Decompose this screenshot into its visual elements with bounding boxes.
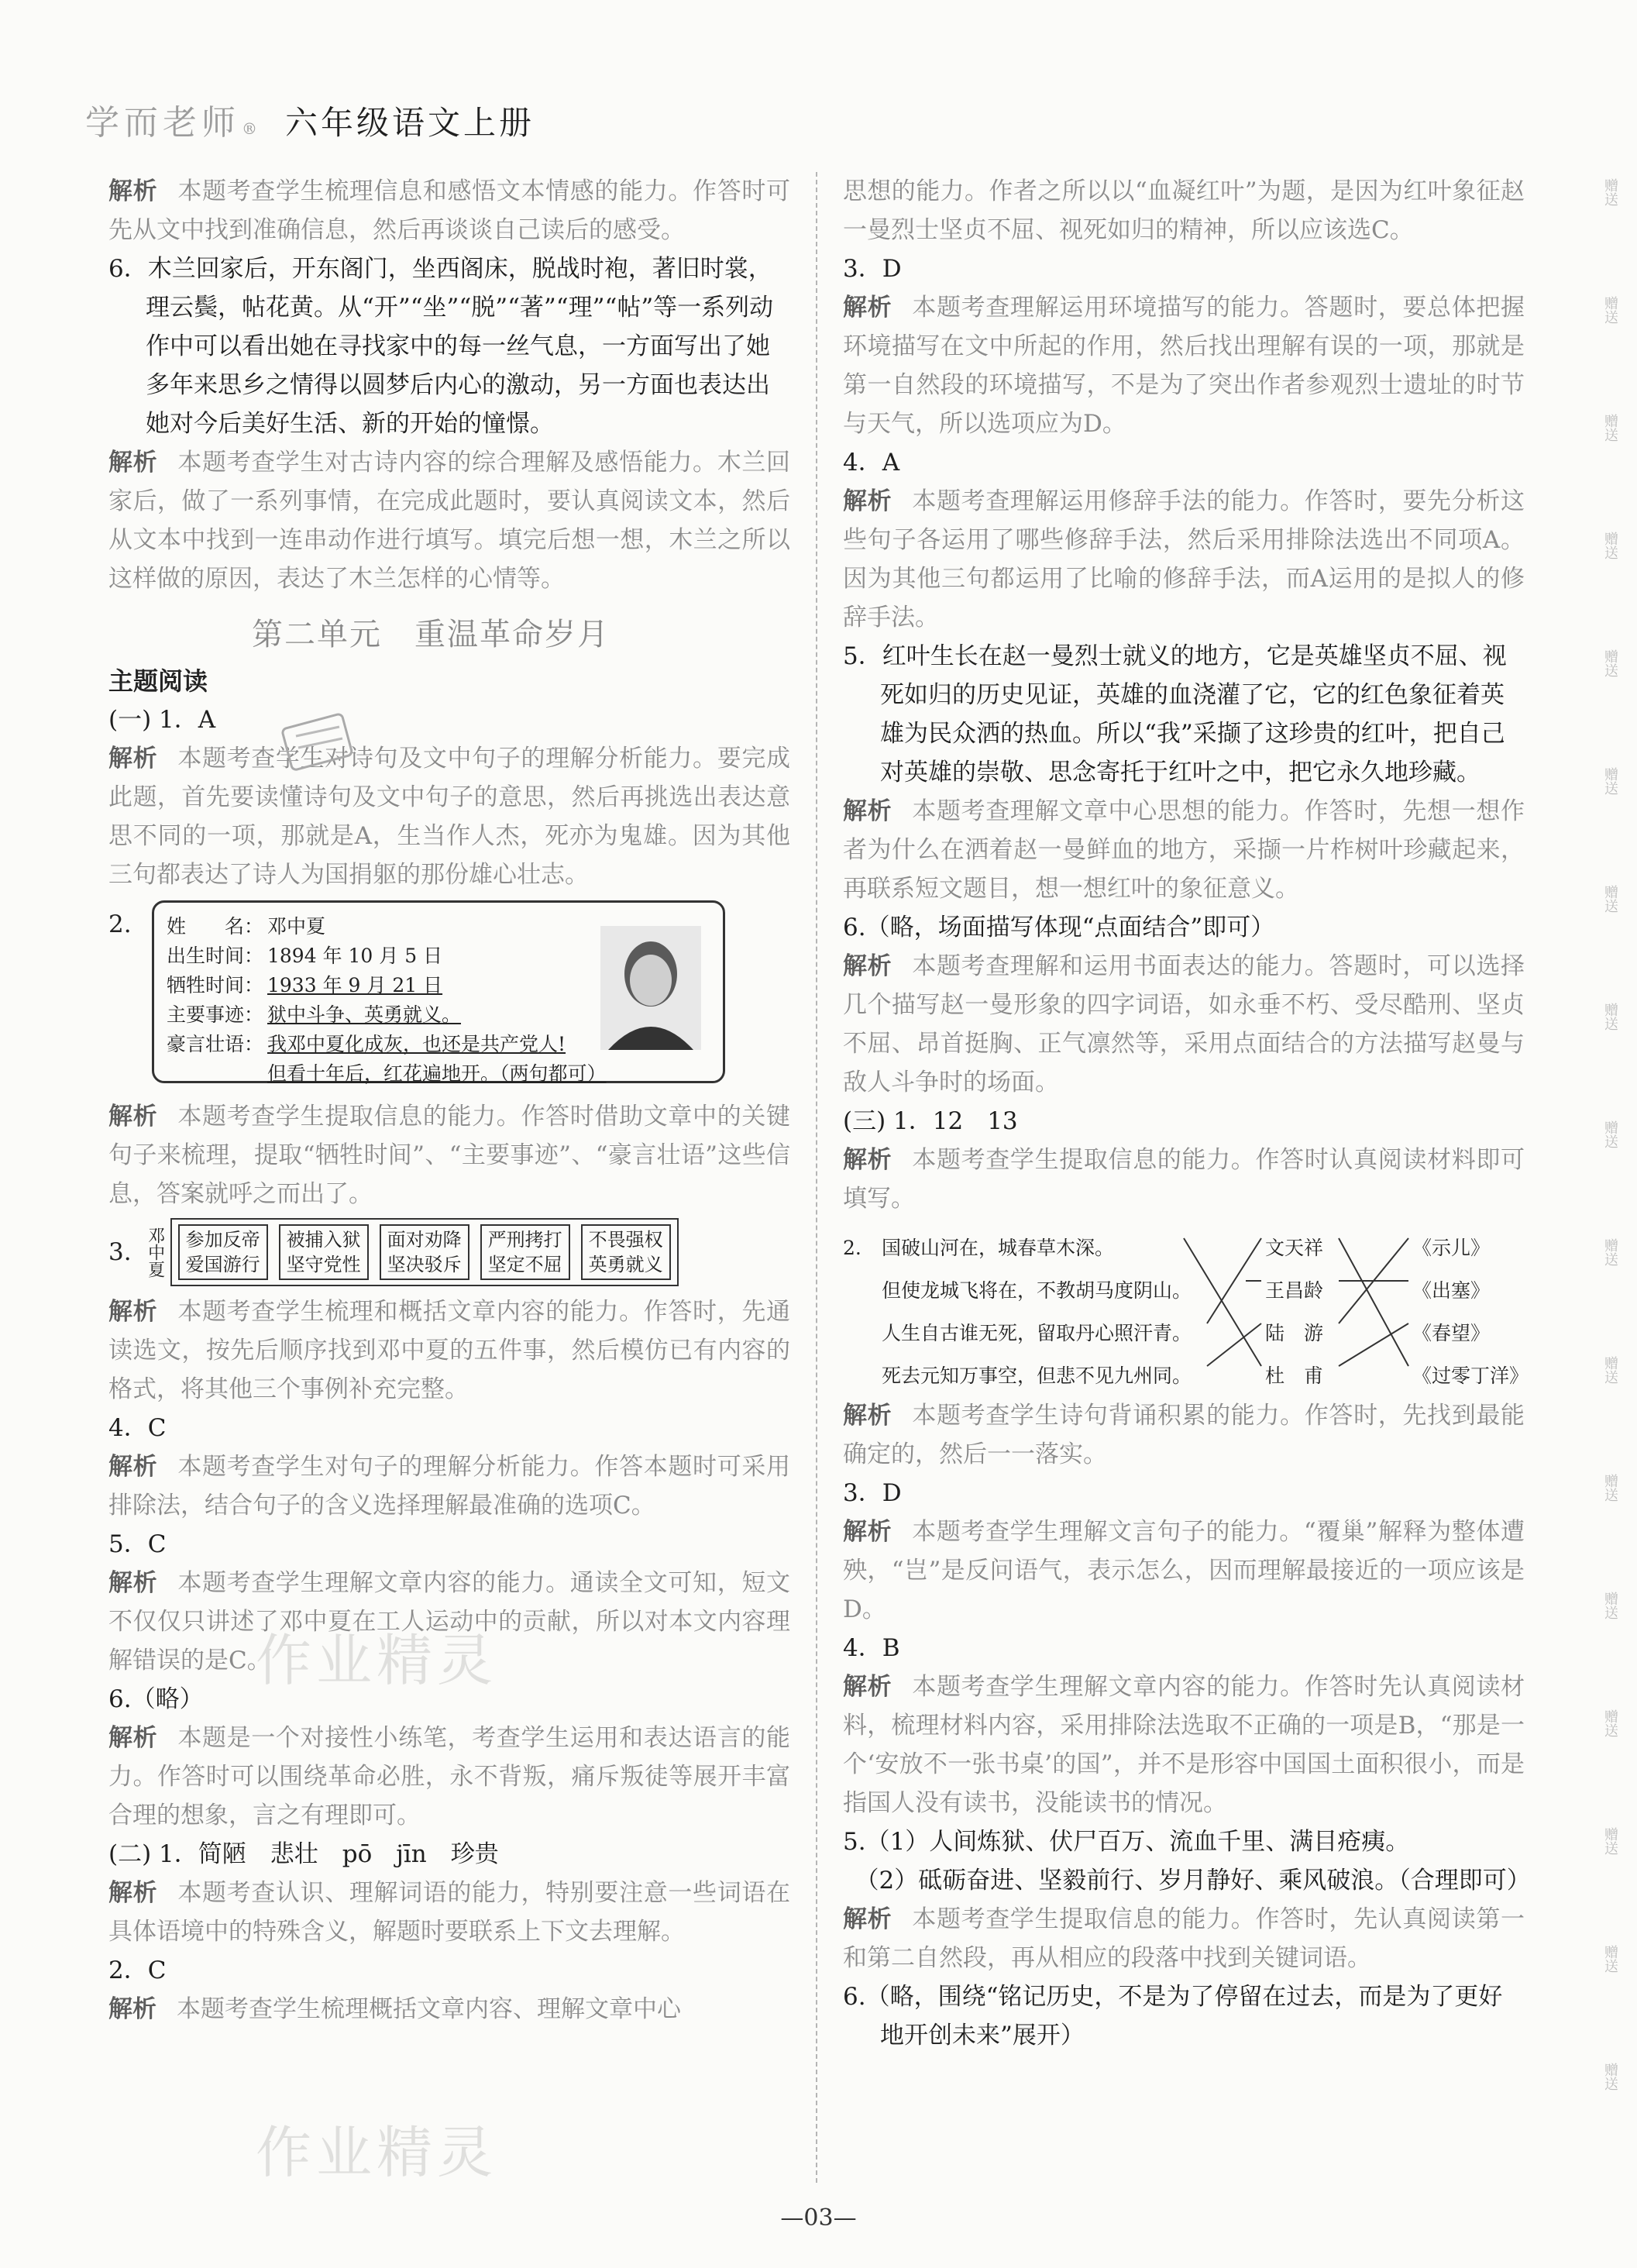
profile-card [152, 900, 725, 1083]
profile-key: 出生时间： [167, 945, 264, 967]
answer-line: 2．C [108, 1957, 167, 1984]
poem-line: 国破山河在，城春草木深。 [882, 1237, 1115, 1259]
profile-value: 狱中斗争、英勇就义。 [267, 1003, 462, 1026]
analysis-paragraph [843, 482, 1525, 637]
profile-value: 1933 年 9 月 21 日 [267, 974, 443, 996]
edge-label: 赠送 [1602, 178, 1618, 206]
page-header [85, 95, 535, 141]
analysis-text: 本题考查理解运用环境描写的能力。答题时，要总体把握环境描写在文中所起的作用，然后找出理解有误的一项，那就是第一自然段的环境描写，不是为了突出作者参观烈士遗址的时节与天气，所以选项应为D。 [843, 294, 1525, 438]
analysis-paragraph [843, 1513, 1525, 1629]
answer-line: 5．红叶生长在赵一曼烈士就义的地方，它是英雄坚贞不屈、视死如归的历史见证，英雄的血浇灌了它，它的红色象征着英雄为民众洒的热血。所以“我”采撷了这珍贵的红叶，把自己对英雄的崇敬、思念寄托于红叶之中，把它永久地珍藏。 [843, 642, 1507, 786]
edge-label: 赠送 [1602, 1474, 1618, 1502]
analysis-label: 解析 [843, 952, 892, 980]
poem-poet: 文天祥 [1265, 1237, 1324, 1259]
question-number: 2. [843, 1237, 861, 1259]
stamp-icon [279, 713, 364, 775]
question-number: 2. [108, 910, 132, 938]
analysis-paragraph [843, 1900, 1525, 1977]
event-box: 被捕入狱 坚守党性 [279, 1224, 369, 1280]
profile-row [167, 1059, 710, 1089]
poem-title: 《春望》 [1412, 1322, 1491, 1344]
analysis-text: 本题考查理解和运用书面表达的能力。答题时，可以选择几个描写赵一曼形象的四字词语，如永垂不朽、受尽酷刑、坚贞不屈、昂首挺胸、正气凛然等，采用点面结合的方法描写赵曼与敌人斗争时的场面。 [843, 952, 1525, 1096]
edge-label: 赠送 [1602, 1238, 1618, 1266]
answer-line: 5.（1）人间炼狱、伏尸百万、流血千里、满目疮痍。 [843, 1828, 1410, 1856]
analysis-text: 本题考查学生提取信息的能力。作答时，先认真阅读第一和第二自然段，再从相应的段落中找到关键词语。 [843, 1905, 1525, 1972]
poem-matching [843, 1221, 1529, 1392]
brand-logo: 学而老师 [85, 103, 240, 143]
profile-value: 我邓中夏化成灰，也还是共产党人! [267, 1033, 566, 1055]
section-title: 主题阅读 [108, 666, 208, 696]
edge-label: 赠送 [1602, 1709, 1618, 1737]
answer-line: 4．C [108, 1414, 167, 1442]
analysis-text: 本题考查学生诗句背诵积累的能力。作答时，先找到最能确定的，然后一一落实。 [843, 1402, 1525, 1468]
answer-line: （2）砥砺奋进、坚毅前行、岁月静好、乘风破浪。（合理即可） [843, 1867, 1531, 1895]
analysis-text: 思想的能力。作者之所以以“血凝红叶”为题，是因为红叶象征赵一曼烈士坚贞不屈、视死如归的精神，所以应该选C。 [843, 177, 1525, 244]
answer-line: 3．D [843, 255, 902, 283]
analysis-paragraph [108, 1719, 790, 1835]
analysis-label: 解析 [108, 1103, 158, 1131]
poem-title: 《出塞》 [1412, 1279, 1491, 1302]
analysis-text: 本题考查学生提取信息的能力。作答时认真阅读材料即可填写。 [843, 1146, 1525, 1213]
profile-value: 1894 年 10 月 5 日 [267, 945, 443, 967]
analysis-paragraph [843, 947, 1525, 1102]
analysis-paragraph [108, 443, 790, 598]
watermark-top: 作业精灵 [256, 1628, 498, 1693]
analysis-label: 解析 [843, 1905, 892, 1933]
analysis-paragraph [108, 1097, 790, 1213]
analysis-text: 本题考查学生对诗句及文中句子的理解分析能力。要完成此题，首先要读懂诗句及文中句子的意思，然后再挑选出表达意思不同的一项，那就是A，生当作人杰，死亦为鬼雄。因为其他三句都表达了诗人为国捐躯的那份雄心壮志。 [108, 745, 791, 889]
edge-label: 赠送 [1602, 1003, 1618, 1031]
edge-strip [1597, 178, 1620, 2193]
event-box: 面对劝降 坚决驳斥 [380, 1224, 469, 1280]
profile-key: 姓 名： [167, 915, 264, 938]
analysis-text: 本题考查理解文章中心思想的能力。作答时，先想一想作者为什么在洒着赵一曼鲜血的地方，采撷一片柞树叶珍藏起来，再联系短文题目，想一想红叶的象征意义。 [843, 797, 1525, 903]
analysis-paragraph [843, 792, 1525, 908]
event-box-group [170, 1218, 679, 1286]
analysis-paragraph [108, 1292, 790, 1409]
analysis-label: 解析 [843, 1402, 892, 1430]
analysis-label: 解析 [108, 1569, 158, 1597]
match-line [1207, 1323, 1261, 1366]
answer-line: 6．木兰回家后，开东阁门，坐西阁床，脱战时袍，著旧时裳，理云鬓，帖花黄。从“开”“坐”“脱”“著”“理”“帖”等一系列动作中可以看出她在寻找家中的每一丝气息，一方面写出了她多年来思乡之情得以圆梦后内心的激动，另一方面也表达出她对今后美好生活、新的开始的憧憬。 [108, 255, 774, 438]
edge-label: 赠送 [1602, 767, 1618, 795]
match-line [1339, 1323, 1408, 1366]
analysis-label: 解析 [843, 797, 892, 825]
answer-line: 4．B [843, 1634, 900, 1662]
edge-label: 赠送 [1602, 1827, 1618, 1855]
event-box: 不畏强权 英勇就义 [581, 1224, 671, 1280]
answer-line: 4．A [843, 449, 900, 477]
left-column [108, 172, 790, 2029]
analysis-paragraph [843, 172, 1525, 250]
edge-label: 赠送 [1602, 1356, 1618, 1384]
edge-label: 赠送 [1602, 1592, 1618, 1619]
portrait-image [600, 926, 701, 1050]
analysis-label: 解析 [108, 1995, 156, 2023]
column-divider [816, 172, 817, 2183]
boxes-label: 邓中夏 [145, 1227, 165, 1278]
analysis-text: 本题考查学生对古诗内容的综合理解及感悟能力。木兰回家后，做了一系列事情，在完成此题时，要认真阅读文本，然后从文本中找到一连串动作进行填写。填完后想一想，木兰之所以这样做的原因，表达了木兰怎样的心情等。 [108, 449, 791, 593]
event-boxes [108, 1218, 790, 1286]
analysis-paragraph [843, 1667, 1525, 1822]
answer-line: 5．C [108, 1530, 167, 1558]
registered-mark: ® [242, 119, 257, 138]
edge-label: 赠送 [1602, 414, 1618, 442]
analysis-text: 本题考查学生理解文言句子的能力。“覆巢”解释为整体遭殃，“岂”是反问语气，表示怎么，因而理解最接近的一项应该是D。 [843, 1518, 1525, 1623]
profile-value: 但看十年后，红花遍地开。（两句都可） [267, 1062, 607, 1085]
poem-poet: 王昌龄 [1265, 1279, 1324, 1302]
analysis-label: 解析 [108, 1724, 158, 1752]
analysis-paragraph [843, 1396, 1525, 1474]
analysis-paragraph [843, 288, 1525, 443]
profile-key: 主要事迹： [167, 1003, 264, 1026]
profile-value: 邓中夏 [267, 915, 326, 938]
analysis-paragraph [108, 1447, 790, 1525]
matching-lines [843, 1221, 1525, 1392]
event-box: 参加反帝 爱国游行 [178, 1224, 268, 1280]
profile-key: 牺牲时间： [167, 974, 264, 996]
analysis-label: 解析 [108, 177, 158, 205]
edge-label: 赠送 [1602, 532, 1618, 559]
poem-line: 但使龙城飞将在，不教胡马度阴山。 [882, 1279, 1192, 1302]
answer-line: 3．D [843, 1479, 902, 1507]
answer-line: 6.（略，场面描写体现“点面结合”即可） [843, 914, 1275, 941]
watermark-bottom: 作业精灵 [256, 2120, 498, 2185]
analysis-text: 本题考查学生梳理和概括文章内容的能力。作答时，先通读选文，按先后顺序找到邓中夏的五件事，然后模仿已有内容的格式，将其他三个事例补充完整。 [108, 1298, 791, 1403]
analysis-label: 解析 [108, 745, 158, 773]
analysis-label: 解析 [108, 1298, 158, 1326]
poem-poet: 杜 甫 [1265, 1365, 1324, 1387]
poem-title: 《过零丁洋》 [1412, 1365, 1529, 1387]
poem-title: 《示儿》 [1412, 1237, 1491, 1259]
answer-line: 6.（略，围绕“铭记历史，不是为了停留在过去，而是为了更好地开创未来”展开） [843, 1983, 1503, 2049]
poem-line: 死去元知万事空，但悲不见九州同。 [882, 1365, 1192, 1387]
poem-poet: 陆 游 [1265, 1322, 1324, 1344]
analysis-text: 本题考查理解运用修辞手法的能力。作答时，要先分析这些句子各运用了哪些修辞手法，然后采用排除法选出不同项A。因为其他三句都运用了比喻的修辞手法，而A运用的是拟人的修辞手法。 [843, 487, 1525, 632]
edge-label: 赠送 [1602, 2063, 1618, 2091]
right-column [843, 172, 1531, 2055]
edge-label: 赠送 [1602, 296, 1618, 324]
answer-line: (一) 1．A [108, 706, 216, 734]
event-box: 严刑拷打 坚定不屈 [480, 1224, 570, 1280]
analysis-label: 解析 [843, 1673, 892, 1701]
analysis-text: 本题考查学生对句子的理解分析能力。作答本题时可采用排除法，结合句子的含义选择理解最准确的选项C。 [108, 1453, 791, 1519]
page-number: —03— [780, 2204, 857, 2232]
analysis-text: 本题考查学生梳理概括文章内容、理解文章中心 [177, 1995, 681, 2023]
analysis-text: 本题考查学生理解文章内容的能力。通读全文可知，短文不仅仅只讲述了邓中夏在工人运动中的贡献，所以对本文内容理解错误的是C。 [108, 1569, 791, 1674]
analysis-paragraph [108, 739, 790, 894]
analysis-label: 解析 [108, 449, 158, 477]
analysis-text: 本题考查认识、理解词语的能力，特别要注意一些词语在具体语境中的特殊含义，解题时要联系上下文去理解。 [108, 1879, 791, 1946]
edge-label: 赠送 [1602, 885, 1618, 913]
answer-line: (三) 1．12 13 [843, 1107, 1018, 1135]
edge-label: 赠送 [1602, 649, 1618, 677]
profile-card-block [108, 900, 790, 1083]
question-number: 3. [108, 1238, 132, 1266]
analysis-paragraph [108, 1874, 790, 1951]
unit-title: 第二单元 重温革命岁月 [252, 617, 610, 652]
analysis-text: 本题考查学生理解文章内容的能力。作答时先认真阅读材料，梳理材料内容，采用排除法选取不正确的一项是B，“那是一个‘安放不一张书桌’的国”，并不是形容中国国土面积很小，而是指国人没有读书，没能读书的情况。 [843, 1673, 1525, 1817]
analysis-text: 本题考查学生提取信息的能力。作答时借助文章中的关键句子来梳理，提取“牺牲时间”、“主要事迹”、“豪言壮语”这些信息，答案就呼之而出了。 [108, 1103, 791, 1208]
match-line [1339, 1238, 1408, 1366]
analysis-paragraph [108, 1990, 790, 2029]
book-title: 六年级语文上册 [285, 104, 535, 142]
analysis-label: 解析 [843, 487, 892, 515]
analysis-paragraph [843, 1141, 1525, 1218]
poem-line: 人生自古谁无死，留取丹心照汗青。 [882, 1322, 1192, 1344]
analysis-label: 解析 [843, 1146, 892, 1174]
profile-key: 豪言壮语： [167, 1033, 264, 1055]
analysis-paragraph [108, 172, 790, 250]
analysis-label: 解析 [843, 1518, 892, 1546]
analysis-label: 解析 [843, 294, 892, 322]
analysis-label: 解析 [108, 1453, 158, 1481]
analysis-text: 本题考查学生梳理信息和感悟文本情感的能力。作答时可先从文中找到准确信息，然后再谈谈自己读后的感受。 [108, 177, 791, 244]
analysis-text: 本题是一个对接性小练笔，考查学生运用和表达语言的能力。作答时可以围绕革命必胜，永不背叛，痛斥叛徒等展开丰富合理的想象，言之有理即可。 [108, 1724, 791, 1829]
answer-line: (二) 1．简陋 悲壮 pō jīn 珍贵 [108, 1840, 499, 1868]
analysis-label: 解析 [108, 1879, 158, 1907]
answer-line: 6.（略） [108, 1685, 204, 1713]
edge-label: 赠送 [1602, 1120, 1618, 1148]
edge-label: 赠送 [1602, 1945, 1618, 1973]
